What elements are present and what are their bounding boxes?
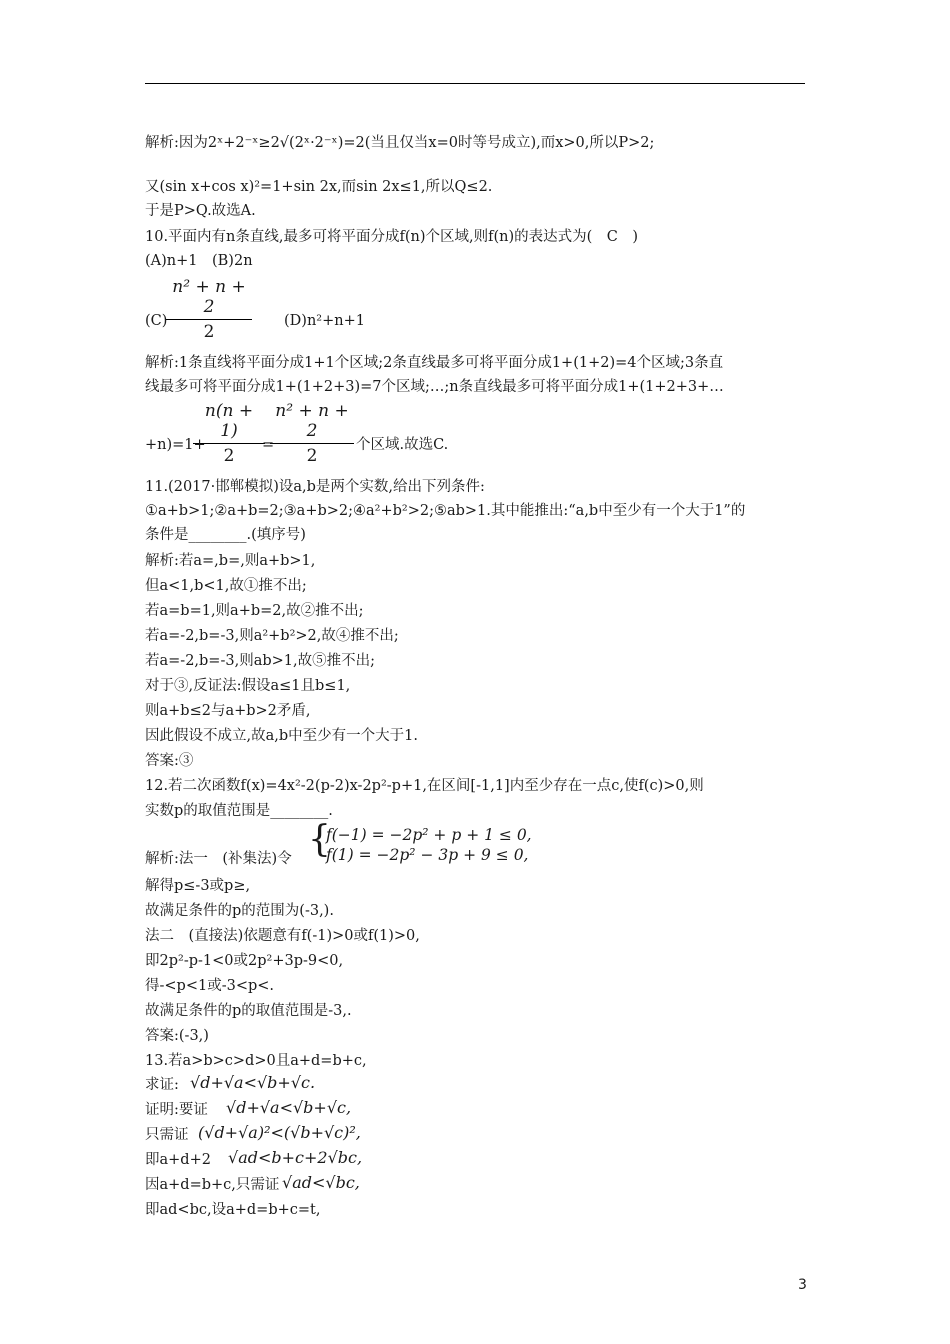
text-line: 法二 (直接法)依题意有f(-1)>0或f(1)>0, bbox=[145, 928, 420, 944]
text-line: 求证: bbox=[145, 1077, 179, 1093]
text-line: 若a=-2,b=-3,则a²+b²>2,故④推不出; bbox=[145, 628, 399, 644]
text-line: 因此假设不成立,故a,b中至少有一个大于1. bbox=[145, 728, 418, 744]
text-line: 对于③,反证法:假设a≤1且b≤1, bbox=[145, 678, 351, 694]
claim-math: √d+√a<√b+√c. bbox=[190, 1073, 316, 1092]
system-equation-2: f(1) = −2p² − 3p + 9 ≤ 0, bbox=[326, 846, 529, 864]
result-fraction: n² + n + 2 2 bbox=[270, 401, 354, 466]
question-10: 10.平面内有n条直线,最多可将平面分成f(n)个区域,则f(n)的表达式为( C ) bbox=[145, 229, 639, 245]
option-a-b: (A)n+1 (B)2n bbox=[145, 253, 253, 269]
text-line: 只需证 bbox=[145, 1127, 189, 1143]
proof-math-3: √ad<b+c+2√bc, bbox=[228, 1148, 363, 1167]
system-equation-1: f(−1) = −2p² + p + 1 ≤ 0, bbox=[326, 826, 532, 844]
text-line: 线最多可将平面分成1+(1+2+3)=7个区域;…;n条直线最多可将平面分成1+(1+2+3+… bbox=[145, 379, 724, 395]
text-line: 但a<1,b<1,故①推不出; bbox=[145, 578, 307, 594]
text-line: 则a+b≤2与a+b>2矛盾, bbox=[145, 703, 311, 719]
option-d: (D)n²+n+1 bbox=[284, 313, 365, 329]
proof-math-4: √ad<√bc, bbox=[282, 1173, 360, 1192]
system-brace: { bbox=[308, 819, 331, 860]
proof-math-2: (√d+√a)²<(√b+√c)², bbox=[198, 1123, 361, 1142]
text-line: 若a=-2,b=-3,则ab>1,故⑤推不出; bbox=[145, 653, 375, 669]
question-13: 13.若a>b>c>d>0且a+d=b+c, bbox=[145, 1053, 367, 1069]
text-line: ①a+b>1;②a+b=2;③a+b>2;④a²+b²>2;⑤ab>1.其中能推出:“a,b中至少有一个大于1”的 bbox=[145, 503, 746, 519]
text-line: 条件是________.(填序号) bbox=[145, 527, 306, 543]
text-line: 若a=b=1,则a+b=2,故②推不出; bbox=[145, 603, 364, 619]
sum-fraction: n(n + 1) 2 bbox=[193, 401, 265, 466]
text-line: 又(sin x+cos x)²=1+sin 2x,而sin 2x≤1,所以Q≤2. bbox=[145, 179, 493, 195]
text-line: 即ad<bc,设a+d=b+c=t, bbox=[145, 1202, 321, 1218]
text-line: 因a+d=b+c,只需证 bbox=[145, 1177, 280, 1193]
text-line: 解析:若a=,b=,则a+b>1, bbox=[145, 553, 316, 569]
text-line: 于是P>Q.故选A. bbox=[145, 203, 256, 219]
text-line: 得-<p<1或-3<p<. bbox=[145, 978, 275, 994]
proof-math-1: √d+√a<√b+√c, bbox=[226, 1098, 352, 1117]
answer-11: 答案:③ bbox=[145, 753, 194, 769]
text-line: 证明:要证 bbox=[145, 1102, 208, 1118]
question-12: 12.若二次函数f(x)=4x²-2(p-2)x-2p²-p+1,在区间[-1,1]内至少存在一点c,使f(c)>0,则 bbox=[145, 778, 704, 794]
answer-12: 答案:(-3,) bbox=[145, 1028, 209, 1044]
text-line: 解得p≤-3或p≥, bbox=[145, 878, 251, 894]
option-c-fraction: n² + n + 2 2 bbox=[166, 277, 252, 342]
text-line: 故满足条件的p的取值范围是-3,. bbox=[145, 1003, 352, 1019]
text-line: 即a+d+2 bbox=[145, 1152, 211, 1168]
header-rule bbox=[145, 83, 805, 84]
text-line: 解析:因为2ˣ+2⁻ˣ≥2√(2ˣ·2⁻ˣ)=2(当且仅当x=0时等号成立),而x>0,所以P>2; bbox=[145, 135, 655, 151]
page-number: 3 bbox=[798, 1277, 807, 1293]
text-line: 故满足条件的p的范围为(-3,). bbox=[145, 903, 334, 919]
text-line: 即2p²-p-1<0或2p²+3p-9<0, bbox=[145, 953, 344, 969]
text-line: 解析:法一 (补集法)令 bbox=[145, 851, 292, 867]
text-line: 解析:1条直线将平面分成1+1个区域;2条直线最多可将平面分成1+(1+2)=4个区域;3条直 bbox=[145, 355, 724, 371]
text-line: 实数p的取值范围是________. bbox=[145, 803, 333, 819]
equals-sign: = bbox=[262, 437, 275, 453]
question-11: 11.(2017·邯郸模拟)设a,b是两个实数,给出下列条件: bbox=[145, 479, 485, 495]
option-c-label: (C) bbox=[145, 313, 168, 329]
text-line: +n)=1+ bbox=[145, 437, 206, 453]
text-line: 个区域.故选C. bbox=[356, 437, 449, 453]
